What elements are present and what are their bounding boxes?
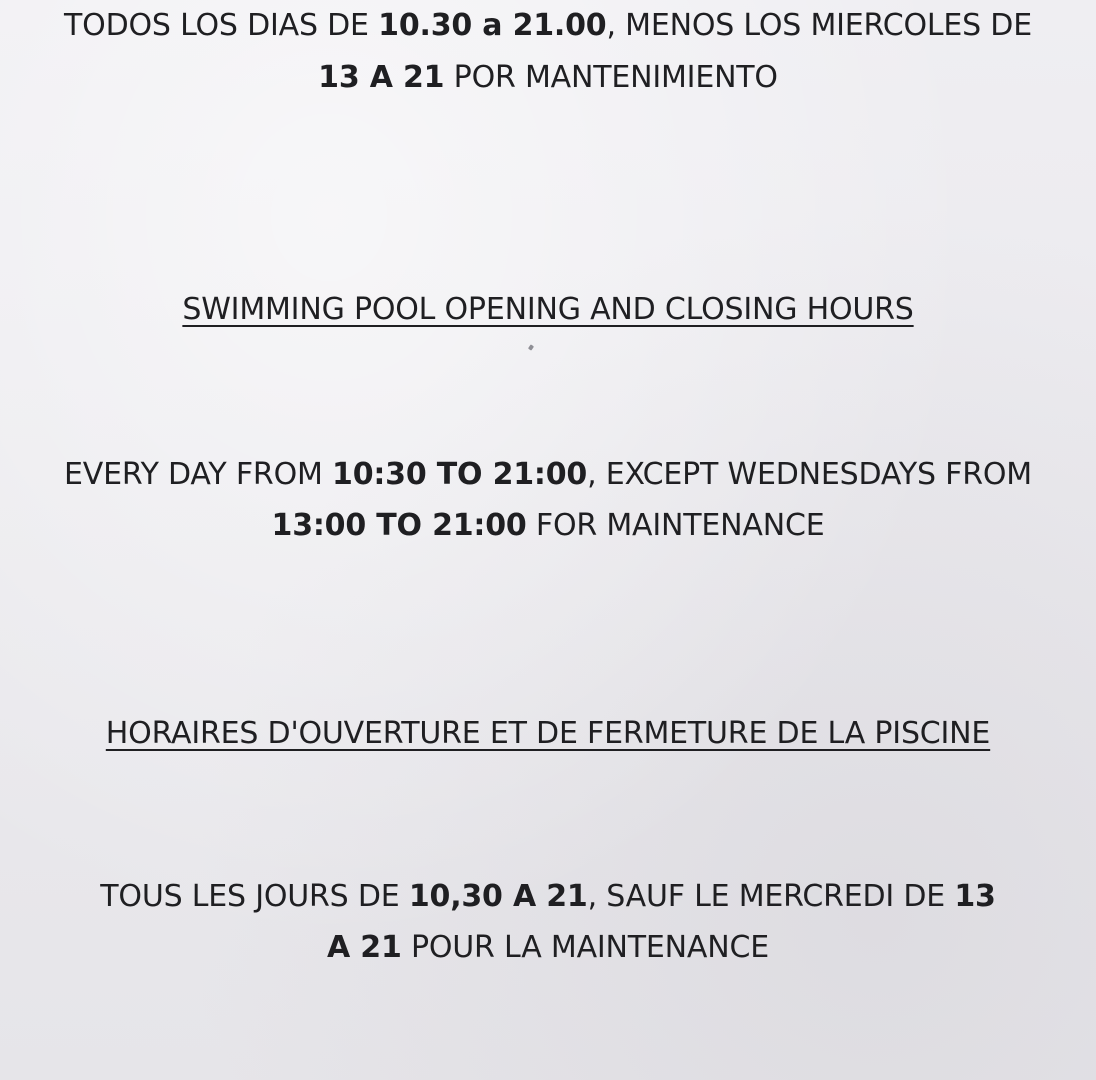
paper-speck [528, 344, 534, 350]
spanish-hours-line-2 [0, 58, 1096, 98]
french-heading: HORAIRES D'OUVERTURE ET DE FERMETURE DE LA PISCINE [105, 716, 991, 751]
english-hours-line-1 [0, 455, 1096, 495]
spanish-wednesday-hours-bold: 13 A 21 [318, 60, 445, 95]
spanish-text-1a: TODOS LOS DIAS DE [64, 8, 379, 43]
english-heading: SWIMMING POOL OPENING AND CLOSING HOURS [182, 292, 914, 327]
french-hours-line-1 [0, 877, 1096, 917]
english-hours-bold: 10:30 TO 21:00 [332, 457, 588, 492]
french-hours-bold: 10,30 A 21 [408, 879, 588, 914]
english-wednesday-hours-bold: 13:00 TO 21:00 [271, 508, 527, 543]
english-hours-line-2 [0, 506, 1096, 546]
english-text-1a: EVERY DAY FROM [64, 457, 333, 492]
spanish-hours-line-1 [0, 6, 1096, 46]
french-hours-line-2 [0, 928, 1096, 968]
french-text-1b: , SAUF LE MERCREDI DE [587, 879, 955, 914]
spanish-text-2a: POR MANTENIMIENTO [444, 60, 778, 95]
english-text-1b: , EXCEPT WEDNESDAYS FROM [587, 457, 1032, 492]
french-wednesday-start-bold: 13 [954, 879, 996, 914]
french-text-1a: TOUS LES JOURS DE [100, 879, 409, 914]
english-text-2a: FOR MAINTENANCE [526, 508, 825, 543]
spanish-text-1b: , MENOS LOS MIERCOLES DE [606, 8, 1032, 43]
spanish-hours-bold: 10.30 a 21.00 [378, 8, 607, 43]
french-text-2a: POUR LA MAINTENANCE [401, 930, 769, 965]
french-wednesday-end-bold: A 21 [327, 930, 402, 965]
